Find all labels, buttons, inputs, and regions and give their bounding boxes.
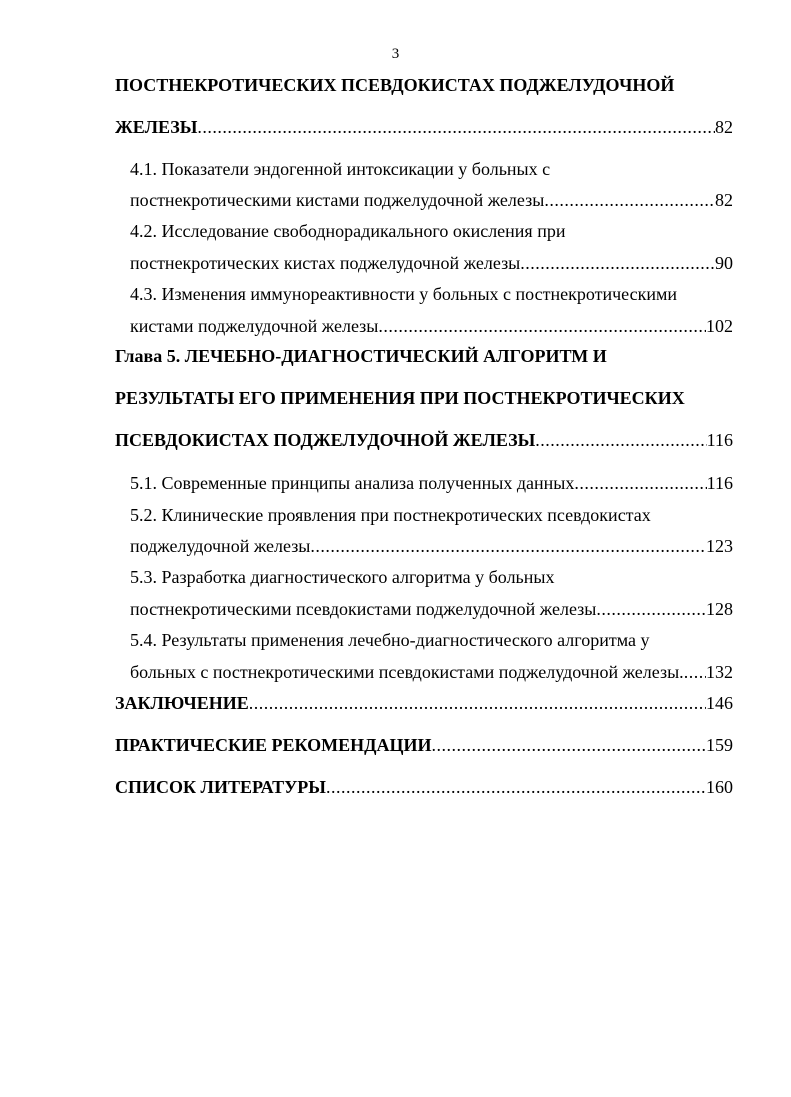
toc-entry-text: 5.1. Современные принципы анализа полученных данных	[130, 473, 575, 493]
dot-leader	[310, 535, 706, 557]
toc-entry-text: ПРАКТИЧЕСКИЕ РЕКОМЕНДАЦИИ	[115, 735, 432, 755]
dot-leader	[535, 429, 706, 451]
toc-page-number: 159	[706, 735, 733, 755]
toc-recommendations-entry[interactable]	[115, 734, 733, 756]
toc-chapter4-entry[interactable]	[115, 116, 733, 138]
toc-page-number: 102	[706, 316, 733, 336]
toc-references-entry[interactable]	[115, 776, 733, 798]
toc-entry-text: СПИСОК ЛИТЕРАТУРЫ	[115, 777, 326, 797]
toc-section-5-3-line1: 5.3. Разработка диагностического алгоритма у больных	[130, 567, 555, 587]
toc-entry-text: постнекротическими кистами поджелудочной железы	[130, 190, 545, 210]
dot-leader	[596, 598, 706, 620]
dot-leader	[574, 472, 706, 494]
toc-page-number: 116	[706, 473, 733, 493]
toc-section-4-2-line1: 4.2. Исследование свободнорадикального окисления при	[130, 221, 566, 241]
toc-page-number: 82	[715, 117, 733, 137]
toc-entry-text: постнекротических кистах поджелудочной железы	[130, 253, 521, 273]
toc-section-4-3-entry[interactable]	[130, 315, 733, 337]
toc-page-number: 123	[706, 536, 733, 556]
toc-page-number: 132	[706, 662, 733, 682]
dot-leader	[520, 252, 715, 274]
toc-section-5-1-entry[interactable]	[130, 472, 733, 494]
toc-entry-text: ПСЕВДОКИСТАХ ПОДЖЕЛУДОЧНОЙ ЖЕЛЕЗЫ	[115, 430, 536, 450]
toc-entry-text: кистами поджелудочной железы	[130, 316, 379, 336]
toc-section-4-1-line1: 4.1. Показатели эндогенной интоксикации у больных с	[130, 159, 551, 179]
dot-leader	[197, 116, 715, 138]
toc-chapter5-title-line1: Глава 5. ЛЕЧЕБНО-ДИАГНОСТИЧЕСКИЙ АЛГОРИТМ И	[115, 346, 607, 366]
page-number: 3	[391, 46, 400, 62]
toc-page-number: 90	[715, 253, 733, 273]
dot-leader	[378, 315, 706, 337]
toc-conclusion-entry[interactable]	[115, 692, 733, 714]
dot-leader	[249, 692, 706, 714]
toc-entry-text: поджелудочной железы	[130, 536, 311, 556]
toc-section-4-1-entry[interactable]	[130, 189, 733, 211]
toc-section-5-2-entry[interactable]	[130, 535, 733, 557]
toc-section-5-2-line1: 5.2. Клинические проявления при постнекротических псевдокистах	[130, 505, 651, 525]
toc-section-5-4-line1: 5.4. Результаты применения лечебно-диагностического алгоритма у	[130, 630, 650, 650]
toc-page-number: 160	[706, 777, 733, 797]
toc-section-4-2-entry[interactable]	[130, 252, 733, 274]
toc-page-number: 116	[706, 430, 733, 450]
toc-entry-text: постнекротическими псевдокистами поджелудочной железы	[130, 599, 597, 619]
toc-entry-text: ЖЕЛЕЗЫ	[115, 117, 198, 137]
toc-chapter5-entry[interactable]	[115, 429, 733, 451]
toc-page-number: 128	[706, 599, 733, 619]
dot-leader	[432, 734, 706, 756]
toc-section-5-4-entry[interactable]	[130, 661, 733, 683]
toc-section-4-3-line1: 4.3. Изменения иммунореактивности у больных с постнекротическими	[130, 284, 677, 304]
toc-entry-text: больных с постнекротическими псевдокистами поджелудочной железы.	[130, 662, 684, 682]
dot-leader	[684, 661, 706, 683]
toc-chapter4-title-line1: ПОСТНЕКРОТИЧЕСКИХ ПСЕВДОКИСТАХ ПОДЖЕЛУДОЧНОЙ	[115, 75, 675, 95]
toc-chapter5-title-line2: РЕЗУЛЬТАТЫ ЕГО ПРИМЕНЕНИЯ ПРИ ПОСТНЕКРОТИЧЕСКИХ	[115, 388, 685, 408]
toc-entry-text: ЗАКЛЮЧЕНИЕ	[115, 693, 249, 713]
dot-leader	[544, 189, 715, 211]
toc-page-number: 82	[715, 190, 733, 210]
toc-page-number: 146	[706, 693, 733, 713]
dot-leader	[326, 776, 706, 798]
toc-section-5-3-entry[interactable]	[130, 598, 733, 620]
